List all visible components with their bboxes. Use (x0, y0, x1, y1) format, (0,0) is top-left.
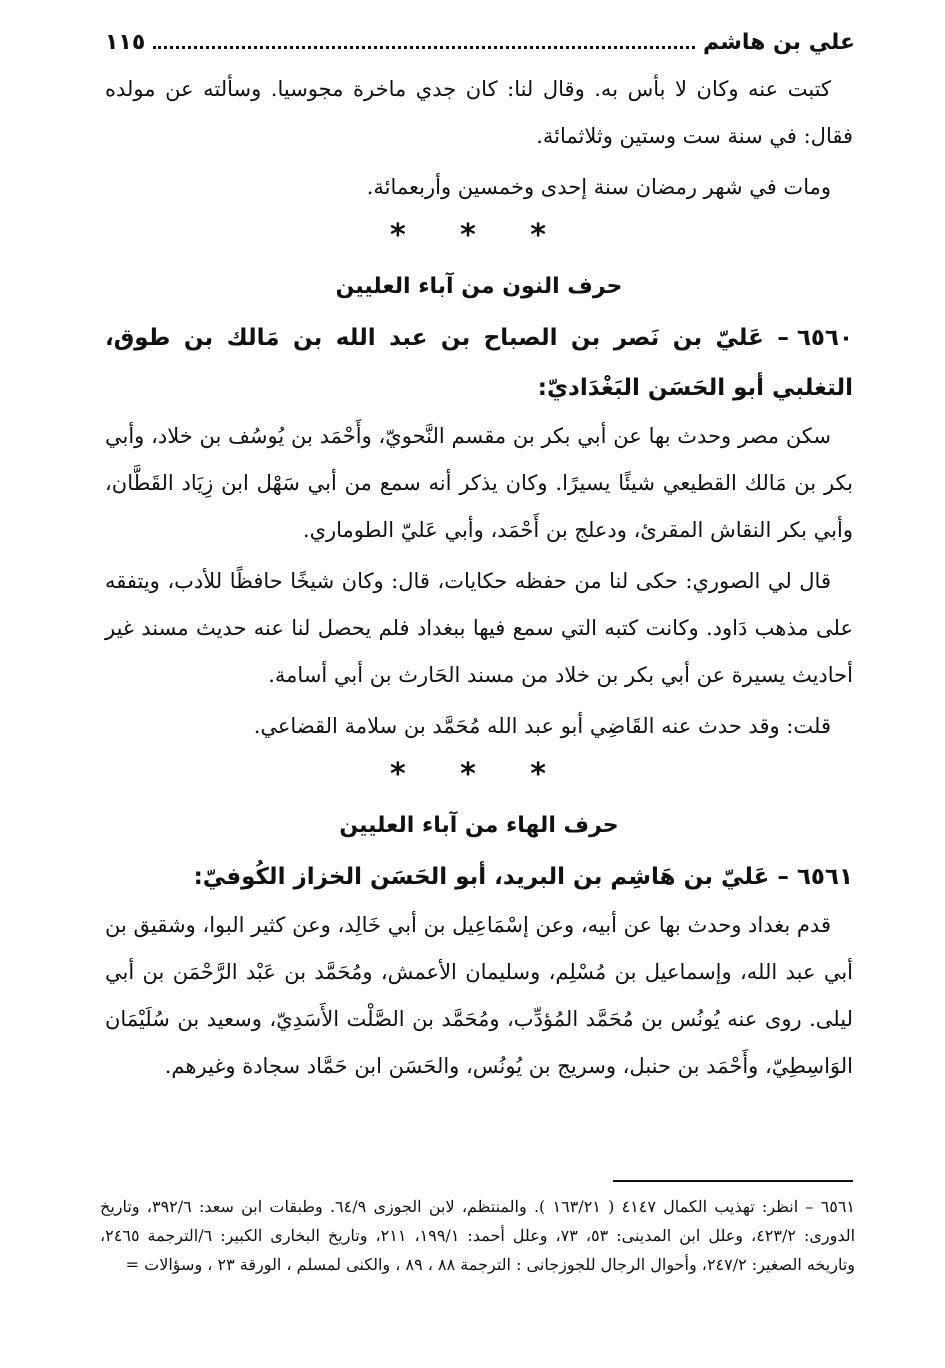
section-separator-stars: * * * (390, 757, 568, 792)
entry-heading (105, 852, 853, 902)
footnotes (100, 1192, 855, 1279)
entry-title: – عَليّ بن نَصر بن الصباح بن عبد الله بن مَالك بن طوق، التغلبي أبو الحَسَن البَغْدَاديّ: (105, 325, 853, 401)
page-body (105, 66, 853, 1090)
running-header (105, 30, 855, 64)
entry-title: – عَليّ بن هَاشِم بن البريد، أبو الحَسَن الخزاز الكُوفيّ: (193, 864, 789, 890)
paragraph: قال لي الصوري: حكى لنا من حفظه حكايات، قال: وكان شيخًا حافظًا للأدب، ويتفقه على مذهب دَاود. وكانت كتبه التي سمع فيها ببغداد فلم يحصل لنا عنه حديث مسند غير أحاديث يسيرة عن أبي بكر بن خلاد من مسند الحَارث بن أبي أسامة. (105, 569, 853, 687)
paragraph: قدم بغداد وحدث بها عن أبيه، وعن إسْمَاعِيل بن أبي خَالِد، وعن كثير البوا، وشقيق بن أبي عبد الله، وإسماعيل بن مُسْلِم، وسليمان الأعمش، ومُحَمَّد بن عَبْد الرَّحْمَن بن أبي ليلى. روى عنه يُونُس بن مُحَمَّد المُؤدِّب، ومُحَمَّد بن الصَّلْت الأَسَدِيّ، وسعيد بن سُلَيْمَان الوَاسِطِيّ، وأَحْمَد بن حنبل، وسريج بن يُونُس، والحَسَن ابن حَمَّاد سجادة وغيرهم. (105, 913, 853, 1078)
running-title: علي بن هاشم (702, 30, 855, 55)
header-dot-leader (153, 46, 695, 49)
entry-number: ٦٥٦١ (796, 864, 853, 890)
page-number: ١١٥ (105, 30, 146, 55)
entry-number: ٦٥٦٠ (796, 325, 853, 351)
paragraph: كتبت عنه وكان لا بأس به. وقال لنا: كان جدي ماخرة مجوسيا. وسألته عن مولده فقال: في سنة ست وستين وثلاثمائة. (105, 77, 853, 148)
footnote-separator (613, 1180, 853, 1182)
entry-heading (105, 313, 853, 413)
paragraph: ومات في شهر رمضان سنة إحدى وخمسين وأربعمائة. (366, 175, 831, 199)
paragraph: سكن مصر وحدث بها عن أبي بكر بن مقسم النَّحويّ، وأَحْمَد بن يُوسُف بن خلاد، وأبي بكر بن مَالك القطيعي شيئًا يسيرًا. وكان يذكر أنه سمع من أبي سَهْل ابن زِيَاد القَطَّان، وأبي بكر النقاش المقرئ، ودعلج بن أَحْمَد، وأبي عَليّ الطوماري. (105, 424, 853, 542)
footnote: ٦٥٦١ – انظر: تهذيب الكمال ٤١٤٧ ( ١٦٣/٢١ ). والمنتظم، لابن الجوزى ٦٤/٩. وطبقات ابن سعد: ٣٩٢/٦، وتاريخ الدورى: ٤٢٣/٢، وعلل ابن المدينى: ٥٣، ٧٣، وعلل أحمد: ١٩٩/١، ٢١١، وتاريخ البخارى الكبير: ٦/الترجمة ٢٤٦٥، وتاريخه الصغير: ٢٤٧/٢، وأحوال الرجال للجوزجانى : الترجمة ٨٨ ، ٨٩ ، والكنى لمسلم ، الورقة ٢٣ ، وسؤالات = (100, 1197, 856, 1274)
section-heading: حرف الهاء من آباء العليين (339, 813, 619, 838)
section-heading: حرف النون من آباء العليين (335, 274, 623, 299)
section-separator-stars: * * * (390, 218, 568, 253)
paragraph: قلت: وقد حدث عنه القَاضِي أبو عبد الله مُحَمَّد بن سلامة القضاعي. (253, 714, 831, 738)
